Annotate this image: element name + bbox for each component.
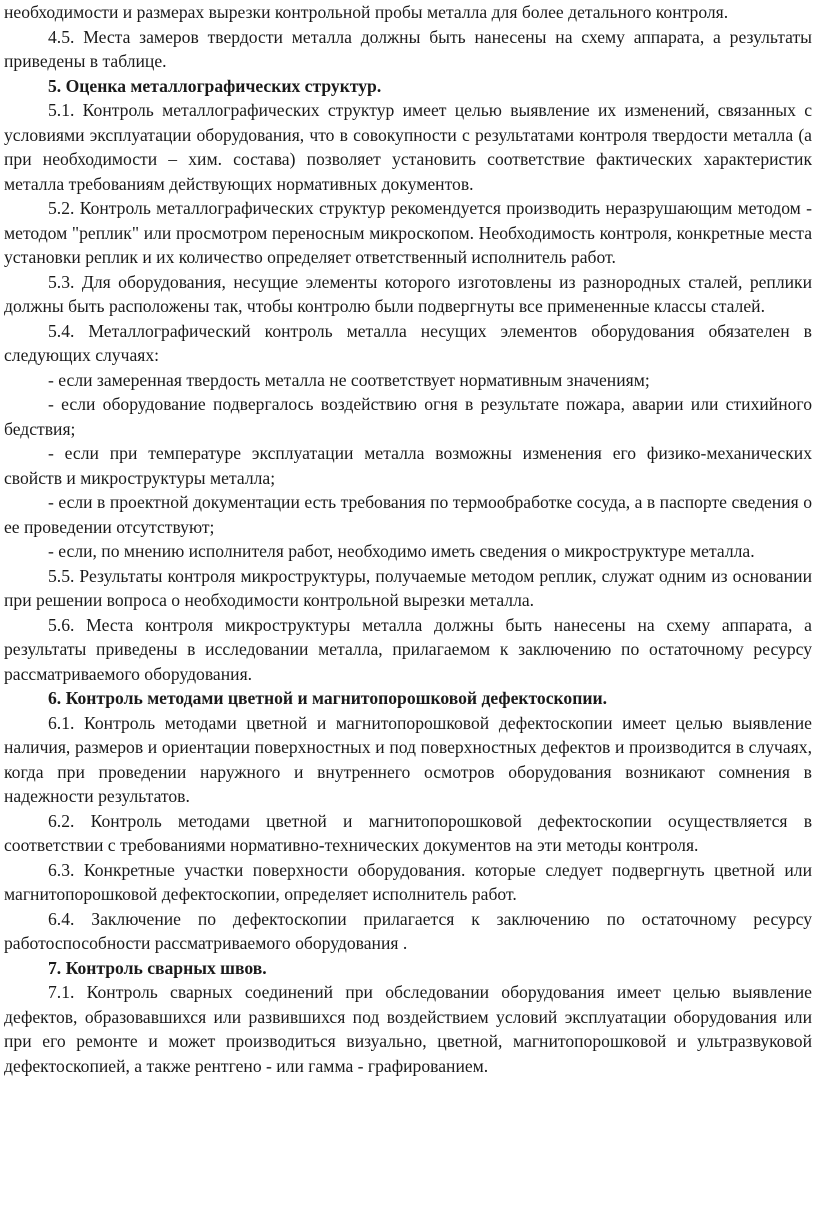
list-item-5-4-b: - если оборудование подвергалось воздействию огня в результате пожара, аварии или стихийного бедствия; [4,394,812,439]
section-heading-7: 7. Контроль сварных швов. [48,957,267,978]
paragraph-4-5: 4.5. Места замеров твердости металла должны быть нанесены на схему аппарата, а результаты приведены в таблице. [4,26,812,71]
paragraph-5-4: 5.4. Металлографический контроль металла несущих элементов оборудования обязателен в следующих случаях: [4,320,812,365]
list-item-5-4-d: - если в проектной документации есть требования по термообработке сосуда, а в паспорте сведения о ее проведении отсутствуют; [4,492,812,537]
paragraph-5-2: 5.2. Контроль металлографических структур рекомендуется производить неразрушающим методом - методом "реплик" или просмотром переносным микроскопом. Необходимость контроля, конкретные места установки реплик и их количество определяет ответственный исполнитель работ. [4,198,812,267]
list-item-5-4-c: - если при температуре эксплуатации металла возможны изменения его физико-механических свойств и микроструктуры металла; [4,443,812,488]
paragraph-5-3: 5.3. Для оборудования, несущие элементы которого изготовлены из разнородных сталей, реплики должны быть расположены так, чтобы контролю были подвергнуты все примененные классы сталей. [4,271,812,316]
paragraph-5-6: 5.6. Места контроля микроструктуры металла должны быть нанесены на схему аппарата, а результаты приведены в исследовании металла, прилагаемом к заключению по остаточному ресурсу рассматриваемого оборудования. [4,614,812,684]
paragraph-5-1: 5.1. Контроль металлографических структур имеет целью выявление их изменений, связанных с условиями эксплуатации оборудования, что в совокупности с результатами контроля твердости металла (а при необходимости – хим. состава) позволяет установить соответствие фактических характеристик металла требованиям действующих нормативных документов. [4,100,812,194]
paragraph-7-1: 7.1. Контроль сварных соединений при обследовании оборудования имеет целью выявление дефектов, образовавшихся или развившихся под воздействием условий эксплуатации оборудования или при его ремонте и может производиться визуально, цветной, магнитопорошковой и ультразвуковой дефектоскопией, а также рентгено - или гамма - графированием. [4,982,812,1076]
section-heading-6: 6. Контроль методами цветной и магнитопорошковой дефектоскопии. [48,688,608,708]
paragraph-continuation: необходимости и размерах вырезки контрольной пробы металла для более детального контроля. [4,2,729,22]
list-item-5-4-a: - если замеренная твердость металла не соответствует нормативным значениям; [48,369,650,390]
paragraph-6-4: 6.4. Заключение по дефектоскопии прилагается к заключению по остаточному ресурсу работоспособности рассматриваемого оборудования . [4,908,812,953]
paragraph-6-1: 6.1. Контроль методами цветной и магнитопорошковой дефектоскопии имеет целью выявление наличия, размеров и ориентации поверхностных и под поверхностных дефектов и производится в случаях, когда при проведении наружного и внутреннего осмотров оборудования возникают сомнения в надежности результатов. [4,712,812,806]
paragraph-6-3: 6.3. Конкретные участки поверхности оборудования. которые следует подвергнуть цветной или магнитопорошковой дефектоскопии, определяет исполнитель работ. [4,859,812,904]
list-item-5-4-e: - если, по мнению исполнителя работ, необходимо иметь сведения о микроструктуре металла. [48,541,755,561]
paragraph-5-5: 5.5. Результаты контроля микроструктуры, получаемые методом реплик, служат одним из основании при решении вопроса о необходимости контрольной вырезки металла. [4,565,812,610]
paragraph-6-2: 6.2. Контроль методами цветной и магнитопорошковой дефектоскопии осуществляется в соответствии с требованиями нормативно-технических документов на эти методы контроля. [4,810,812,855]
section-heading-5: 5. Оценка металлографических структур. [48,75,382,96]
